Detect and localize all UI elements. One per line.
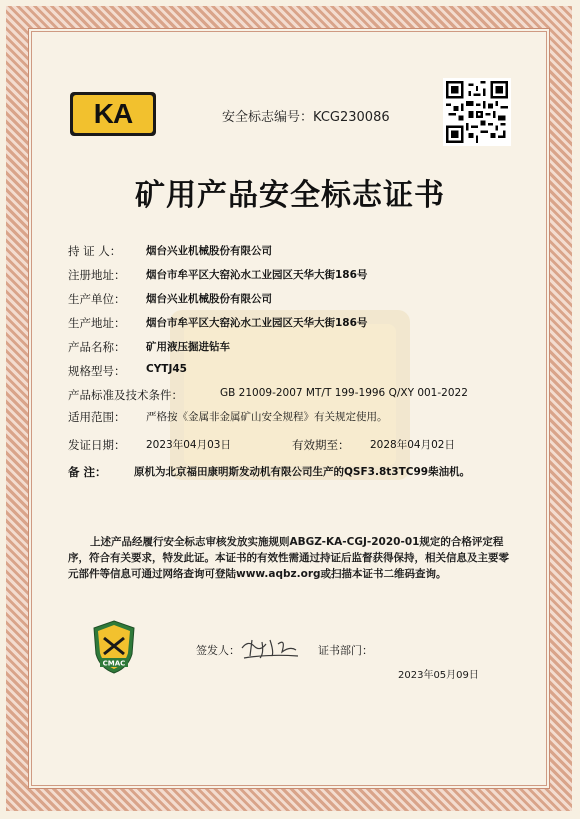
- field-label: 适用范围：: [68, 410, 126, 424]
- field-label: 生产地址：: [68, 316, 126, 330]
- field-value: 烟台市牟平区大窑沁水工业园区天华大街186号: [146, 269, 368, 281]
- cert-no-label: 安全标志编号：: [222, 110, 314, 125]
- field-label: 有效期至：: [292, 438, 350, 452]
- field-remark: [68, 464, 471, 480]
- field-value: GB 21009-2007 MT/T 199-1996 Q/XY 001-2022: [220, 387, 468, 399]
- cert-no-value: KCG230086: [313, 110, 390, 125]
- field-label: 产品标准及技术条件：: [68, 388, 183, 402]
- field-producer: [68, 291, 272, 307]
- field-value: 原机为北京福田康明斯发动机有限公司生产的QSF3.8t3TC99柴油机。: [134, 466, 471, 478]
- field-value: 严格按《金属非金属矿山安全规程》有关规定使用。: [146, 411, 388, 423]
- field-value: 烟台市牟平区大窑沁水工业园区天华大街186号: [146, 317, 368, 329]
- field-label: 注册地址：: [68, 268, 126, 282]
- issuer-label: 证书部门：: [318, 644, 373, 657]
- field-value: CYTJ45: [146, 363, 187, 375]
- field-prod-addr: [68, 315, 368, 331]
- field-label: 产品名称：: [68, 340, 126, 354]
- field-product-name: [68, 339, 230, 355]
- field-issue-date: [68, 437, 231, 453]
- field-label: 规格型号：: [68, 364, 126, 378]
- field-label: 生产单位：: [68, 292, 126, 306]
- field-label: 备 注：: [68, 465, 107, 479]
- signature: [238, 634, 302, 662]
- field-valid-until: [292, 437, 455, 453]
- cmac-text: CMAC: [102, 659, 126, 668]
- certificate-number: [222, 106, 390, 125]
- field-standards: [68, 387, 468, 403]
- field-value: 烟台兴业机械股份有限公司: [146, 245, 272, 257]
- certificate-title: 矿用产品安全标志证书: [135, 178, 445, 213]
- signing-date: 2023年05月09日: [398, 670, 479, 681]
- ka-logo: KA: [70, 92, 156, 136]
- field-reg-addr: [68, 267, 368, 283]
- field-model: [68, 363, 187, 379]
- field-label: 发证日期：: [68, 438, 126, 452]
- field-label: 持 证 人：: [68, 244, 122, 258]
- field-holder: [68, 243, 272, 259]
- field-value: 2023年04月03日: [146, 439, 231, 451]
- field-value: 烟台兴业机械股份有限公司: [146, 293, 272, 305]
- field-value: 矿用液压掘进钻车: [146, 341, 230, 353]
- field-value: 2028年04月02日: [370, 439, 455, 451]
- cmac-emblem: [92, 620, 136, 674]
- field-scope: [68, 409, 388, 425]
- certificate-statement: 上述产品经履行安全标志审核发放实施规则ABGZ-KA-CGJ-2020-01规定的合格评定程序，符合有关要求，特发此证。本证书的有效性需通过持证后监督获得保持，相关信息及主要零元部件等信息可通过网络查询可登陆www.aqbz.org或扫描本证书二维码查询。: [68, 536, 509, 580]
- qr-code-icon: [443, 78, 511, 146]
- signer-label: 签发人：: [196, 644, 240, 657]
